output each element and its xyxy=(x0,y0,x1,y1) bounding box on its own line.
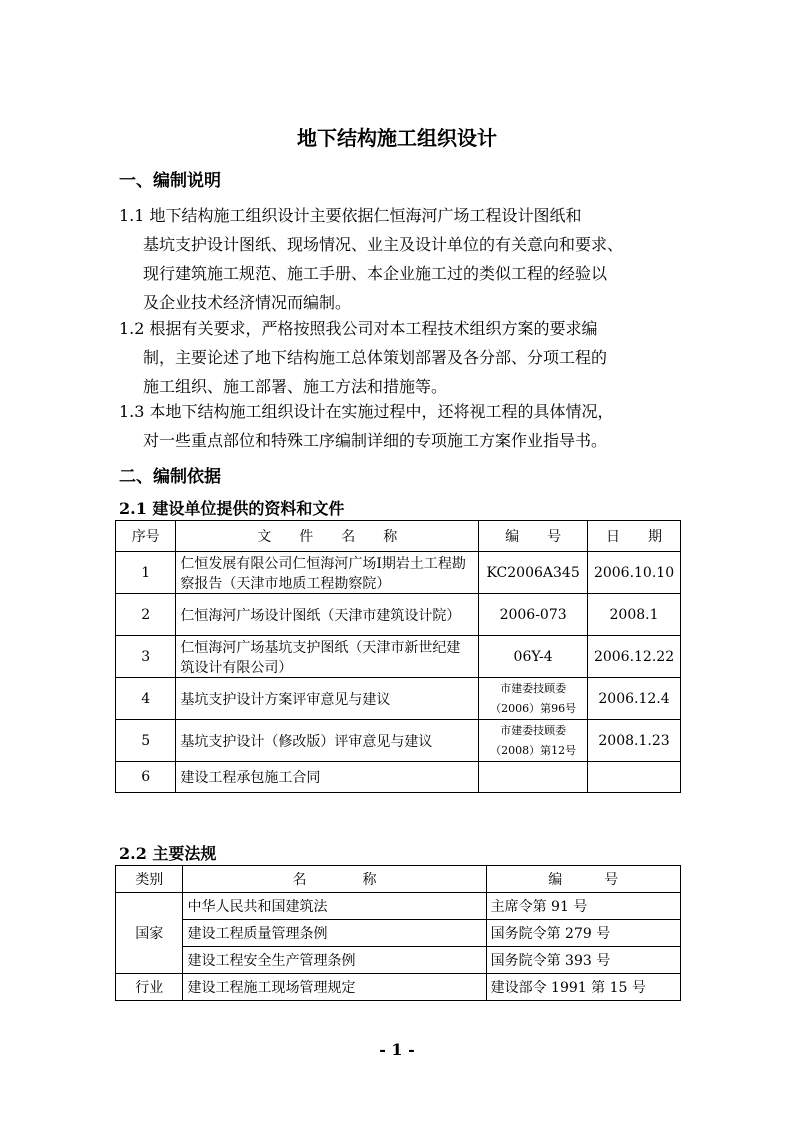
paragraph-1-1 xyxy=(119,201,689,317)
paragraph-line: 基坑支护设计图纸、现场情况、业主及设计单位的有关意向和要求、 xyxy=(143,235,624,254)
row-number: 5 xyxy=(116,720,176,762)
table-row xyxy=(116,947,681,974)
document-code: 06Y-4 xyxy=(479,636,588,678)
subsection-heading-2-1: 2.1 建设单位提供的资料和文件 xyxy=(119,499,345,518)
document-code: 市建委技顾委（2006）第96号 xyxy=(479,678,588,720)
header-cell: 日 期 xyxy=(588,521,681,552)
paragraph-line: 对一些重点部位和特殊工序编制详细的专项施工方案作业指导书。 xyxy=(143,431,608,450)
row-number: 2 xyxy=(116,594,176,636)
category-cell: 国家 xyxy=(116,893,183,974)
document-date: 2006.12.4 xyxy=(588,678,681,720)
section-heading-1: 一、编制说明 xyxy=(119,171,221,191)
documents-table xyxy=(115,520,681,793)
table-header-row xyxy=(116,521,681,552)
section-heading-2: 二、编制依据 xyxy=(119,467,221,487)
document-name: 基坑支护设计（修改版）评审意见与建议 xyxy=(176,720,479,762)
table-row xyxy=(116,893,681,920)
document-name: 基坑支护设计方案评审意见与建议 xyxy=(176,678,479,720)
document-name: 仁恒海河广场基坑支护图纸（天津市新世纪建筑设计有限公司） xyxy=(176,636,479,678)
document-code: 2006-073 xyxy=(479,594,588,636)
document-name: 建设工程承包施工合同 xyxy=(176,762,479,793)
page-number: - 1 - xyxy=(379,1040,415,1059)
regulation-name: 中华人民共和国建筑法 xyxy=(183,893,486,920)
regulation-name: 建设工程安全生产管理条例 xyxy=(183,947,486,974)
row-number: 3 xyxy=(116,636,176,678)
document-date: 2006.12.22 xyxy=(588,636,681,678)
table-row xyxy=(116,720,681,762)
table-row xyxy=(116,678,681,720)
paragraph-1-3 xyxy=(119,397,689,455)
regulation-code: 国务院令第 279 号 xyxy=(486,920,680,947)
paragraph-line: 制，主要论述了地下结构施工总体策划部署及各分部、分项工程的 xyxy=(143,348,608,367)
document-date: 2008.1.23 xyxy=(588,720,681,762)
header-cell: 类别 xyxy=(116,866,183,893)
table-row xyxy=(116,552,681,594)
document-date: 2006.10.10 xyxy=(588,552,681,594)
document-name: 仁恒发展有限公司仁恒海河广场Ⅰ期岩土工程勘察报告（天津市地质工程勘察院） xyxy=(176,552,479,594)
header-cell: 编 号 xyxy=(486,866,680,893)
document-code: KC2006A345 xyxy=(479,552,588,594)
table-header-row xyxy=(116,866,681,893)
category-cell: 行业 xyxy=(116,974,183,1001)
table-row xyxy=(116,762,681,793)
row-number: 1 xyxy=(116,552,176,594)
paragraph-line: 1.2 根据有关要求，严格按照我公司对本工程技术组织方案的要求编 xyxy=(119,319,598,338)
document-date xyxy=(588,762,681,793)
document-code: 市建委技顾委（2008）第12号 xyxy=(479,720,588,762)
table-row xyxy=(116,920,681,947)
paragraph-line: 及企业技术经济情况而编制。 xyxy=(143,293,352,312)
subsection-heading-2-2: 2.2 主要法规 xyxy=(119,844,217,863)
table-row xyxy=(116,594,681,636)
row-number: 4 xyxy=(116,678,176,720)
table-row xyxy=(116,974,681,1001)
document-code xyxy=(479,762,588,793)
paragraph-1-2 xyxy=(119,314,689,401)
document-name: 仁恒海河广场设计图纸（天津市建筑设计院） xyxy=(176,594,479,636)
document-title: 地下结构施工组织设计 xyxy=(297,126,497,150)
header-cell: 文 件 名 称 xyxy=(176,521,479,552)
paragraph-line: 现行建筑施工规范、施工手册、本企业施工过的类似工程的经验以 xyxy=(143,264,608,283)
regulation-name: 建设工程质量管理条例 xyxy=(183,920,486,947)
regulation-code: 国务院令第 393 号 xyxy=(486,947,680,974)
header-cell: 编 号 xyxy=(479,521,588,552)
paragraph-line: 1.3 本地下结构施工组织设计在实施过程中，还将视工程的具体情况， xyxy=(119,402,614,421)
paragraph-line: 施工组织、施工部署、施工方法和措施等。 xyxy=(143,377,448,396)
regulations-table xyxy=(115,865,681,1001)
document-date: 2008.1 xyxy=(588,594,681,636)
paragraph-line: 1.1 地下结构施工组织设计主要依据仁恒海河广场工程设计图纸和 xyxy=(119,206,582,225)
regulation-code: 主席令第 91 号 xyxy=(486,893,680,920)
regulation-name: 建设工程施工现场管理规定 xyxy=(183,974,486,1001)
header-cell: 序号 xyxy=(116,521,176,552)
regulation-code: 建设部令 1991 第 15 号 xyxy=(486,974,680,1001)
row-number: 6 xyxy=(116,762,176,793)
header-cell: 名 称 xyxy=(183,866,486,893)
table-row xyxy=(116,636,681,678)
